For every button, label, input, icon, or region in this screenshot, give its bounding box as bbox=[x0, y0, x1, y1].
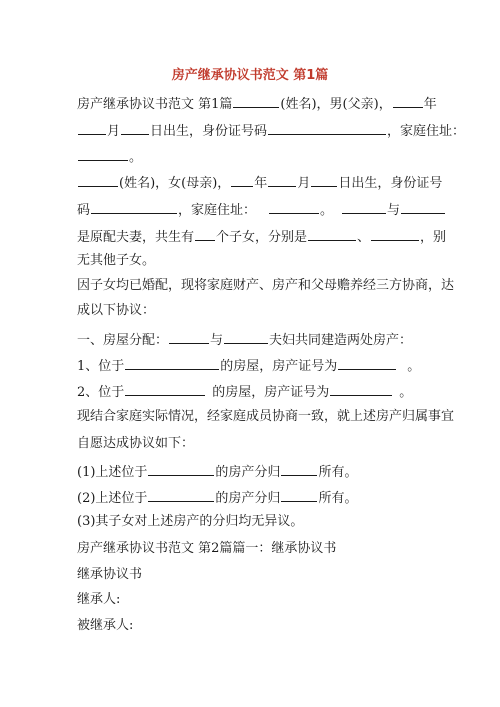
para1-line3 bbox=[77, 146, 142, 167]
property2-location-blank bbox=[125, 381, 205, 396]
item1-text-b: 的房屋，房产证号为 bbox=[220, 359, 338, 374]
mother-id-blank bbox=[91, 199, 177, 214]
clause-1 bbox=[77, 461, 357, 482]
mother-address-blank bbox=[269, 199, 319, 214]
property-item-2 bbox=[77, 381, 412, 402]
property2-cert-blank bbox=[330, 381, 392, 396]
para2-text-h: 与 bbox=[387, 203, 401, 218]
para3-line1: 因子女均已婚配，现将家庭财产、房产和父母赡养经三方协商，达 bbox=[77, 278, 455, 293]
para2-text-k: 、 bbox=[357, 230, 371, 245]
para2-line3 bbox=[77, 226, 446, 247]
para4-line1: 现结合家庭实际情况，经家庭成员协商一致，就上述房产归属事宜 bbox=[77, 409, 455, 424]
para2-line1 bbox=[77, 172, 442, 193]
property1-location-blank bbox=[125, 355, 219, 370]
mother-birth-month-blank bbox=[268, 172, 296, 187]
section1-text-c: 夫妇共同建造两处房产： bbox=[269, 333, 413, 348]
owner-a-blank bbox=[169, 329, 209, 344]
para1-text-e: 日出生，身份证号码 bbox=[150, 124, 268, 139]
para2-text-e: 码 bbox=[77, 203, 91, 218]
clause-2 bbox=[77, 487, 357, 508]
clause1-text-b: 的房产分归 bbox=[215, 465, 281, 480]
para3-line2: 成以下协议： bbox=[77, 303, 156, 318]
para2-text-a: (姓名)，女(母亲)， bbox=[119, 176, 231, 191]
clause2-text-a: (2)上述位于 bbox=[77, 491, 148, 506]
para2-text-i: 是原配夫妻，共生有 bbox=[77, 230, 195, 245]
para2-text-f: ，家庭住址： bbox=[178, 203, 257, 218]
father-birth-month-blank bbox=[78, 120, 106, 135]
para2-line2 bbox=[77, 199, 446, 220]
para2-text-g: 。 bbox=[320, 203, 334, 218]
para4-line2: 自愿达成协议如下： bbox=[77, 436, 195, 451]
para1-text-c: 年 bbox=[423, 97, 437, 112]
children-count-blank bbox=[195, 226, 215, 241]
para1-text-b: (姓名)，男(父亲)， bbox=[280, 97, 392, 112]
father-id-blank bbox=[268, 120, 386, 135]
para1-line1 bbox=[77, 93, 437, 114]
father-birth-year-blank bbox=[393, 93, 423, 108]
heir-label: 继承人: bbox=[77, 592, 121, 607]
clause2-text-b: 的房产分归 bbox=[215, 491, 281, 506]
clause2-owner-blank bbox=[281, 487, 317, 502]
property-item-1 bbox=[77, 355, 420, 376]
decedent-label: 被继承人: bbox=[77, 618, 134, 633]
property1-cert-blank bbox=[338, 355, 396, 370]
para1-text-f: ，家庭住址： bbox=[387, 124, 466, 139]
clause1-text-a: (1)上述位于 bbox=[77, 465, 148, 480]
next-article-heading: 房产继承协议书范文 第2篇篇一：继承协议书 bbox=[77, 541, 337, 556]
para2-text-j: 个子女，分别是 bbox=[216, 230, 308, 245]
item2-text-c: 。 bbox=[399, 385, 413, 400]
clause-3: (3)其子女对上述房产的分归均无异议。 bbox=[77, 514, 304, 529]
mother-name-blank bbox=[78, 172, 118, 187]
item1-text-c: 。 bbox=[407, 359, 421, 374]
item2-text-a: 2、位于 bbox=[77, 385, 125, 400]
para2-text-m: 无其他子女。 bbox=[77, 253, 156, 268]
clause1-location-blank bbox=[148, 461, 214, 476]
owner-b-blank bbox=[224, 329, 268, 344]
document-title: 房产继承协议书范文 第1篇 bbox=[171, 68, 329, 83]
clause1-text-c: 所有。 bbox=[318, 465, 358, 480]
para1-text-a: 房产继承协议书范文 第1篇 bbox=[77, 97, 233, 112]
para2-line4 bbox=[77, 252, 155, 270]
para2-text-d: 日出生，身份证号 bbox=[338, 176, 443, 191]
para1-line2 bbox=[77, 120, 465, 141]
para1-text-g: 。 bbox=[129, 150, 143, 165]
clause1-owner-blank bbox=[281, 461, 317, 476]
para2-text-c: 月 bbox=[297, 176, 311, 191]
clause2-text-c: 所有。 bbox=[318, 491, 358, 506]
para2-text-b: 年 bbox=[254, 176, 268, 191]
para1-text-d: 月 bbox=[107, 124, 121, 139]
agreement-title: 继承协议书 bbox=[77, 567, 143, 582]
item1-text-a: 1、位于 bbox=[77, 359, 125, 374]
section1-heading bbox=[77, 329, 412, 350]
spouse-b-blank bbox=[401, 199, 445, 214]
child-name-1-blank bbox=[308, 226, 356, 241]
clause2-location-blank bbox=[148, 487, 214, 502]
father-name-blank bbox=[233, 93, 279, 108]
father-birth-day-blank bbox=[121, 120, 149, 135]
section1-text-a: 一、房屋分配： bbox=[77, 333, 169, 348]
mother-birth-year-blank bbox=[231, 172, 253, 187]
child-name-2-blank bbox=[371, 226, 419, 241]
para2-text-l: ，别 bbox=[420, 230, 447, 245]
item2-text-b: 的房屋，房产证号为 bbox=[212, 385, 330, 400]
father-address-blank bbox=[78, 146, 128, 161]
spouse-a-blank bbox=[342, 199, 386, 214]
mother-birth-day-blank bbox=[311, 172, 337, 187]
section1-text-b: 与 bbox=[210, 333, 224, 348]
